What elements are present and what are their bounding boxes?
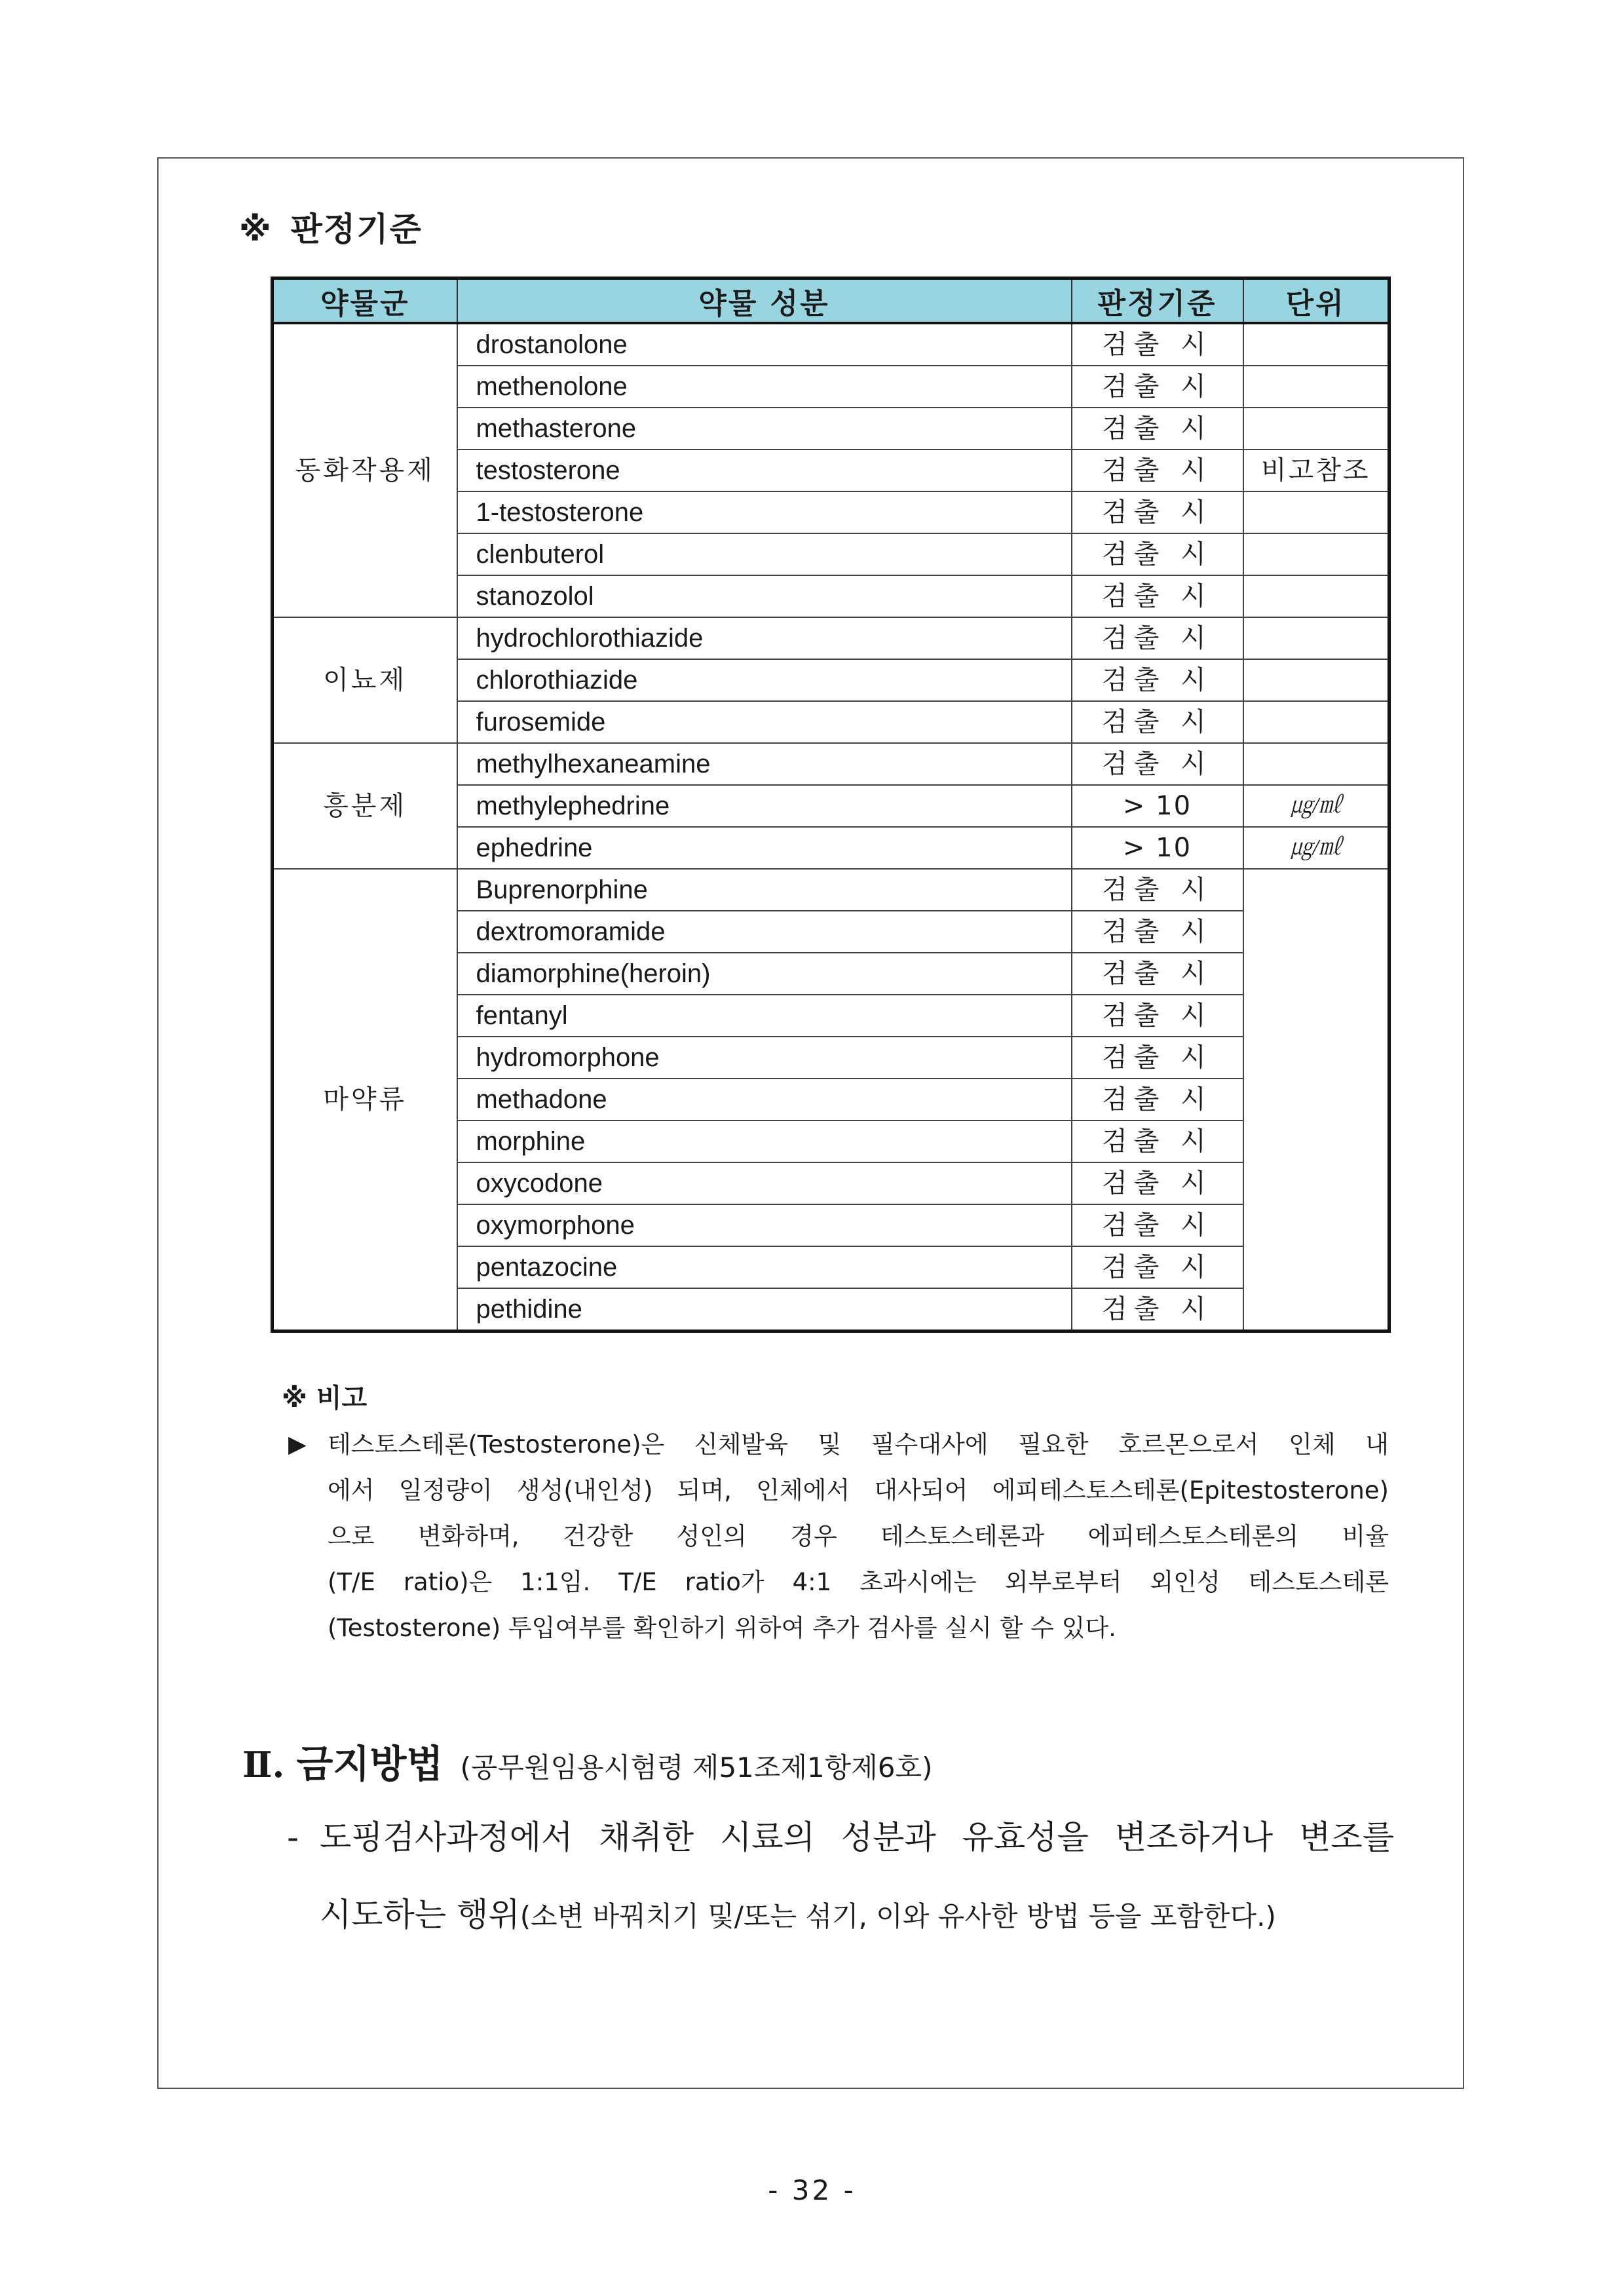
table-row	[273, 869, 1389, 911]
reference-mark-icon: ※	[239, 210, 273, 248]
criterion-cell: 검출 시	[1072, 659, 1243, 701]
unit-cell: 비고참조	[1243, 450, 1389, 491]
table-row	[273, 323, 1389, 366]
criterion-cell: 검출 시	[1072, 995, 1243, 1037]
section2-number: Ⅱ.	[242, 1744, 285, 1786]
criterion-cell: 검출 시	[1072, 1162, 1243, 1204]
drug-cell: methasterone	[457, 408, 1072, 450]
unit-cell	[1243, 408, 1389, 450]
header-unit: 단위	[1243, 278, 1389, 324]
criterion-cell: 검출 시	[1072, 701, 1243, 743]
drug-cell: furosemide	[457, 701, 1072, 743]
criteria-heading	[239, 203, 423, 250]
reference-mark-icon: ※	[282, 1383, 307, 1413]
criterion-cell: > 10	[1072, 827, 1243, 869]
drug-cell: dextromoramide	[457, 911, 1072, 953]
remark-line: (Testosterone) 투입여부를 확인하기 위하여 추가 검사를 실시 할 수 있다.	[328, 1614, 1116, 1642]
group-cell: 마약류	[273, 869, 457, 1331]
criteria-table	[271, 277, 1391, 1333]
criterion-cell: 검출 시	[1072, 575, 1243, 617]
criterion-cell: 검출 시	[1072, 1120, 1243, 1162]
dash-bullet: -	[287, 1818, 299, 1856]
header-criterion: 판정기준	[1072, 278, 1243, 324]
drug-cell: hydrochlorothiazide	[457, 617, 1072, 659]
remark-line: (T/E ratio)은 1:1임. T/E ratio가 4:1 초과시에는 외부로부터 외인성 테스토스테론	[328, 1568, 1389, 1596]
criteria-table-wrapper	[271, 277, 1388, 1333]
unit-cell: ㎍/㎖	[1243, 827, 1389, 869]
drug-cell: drostanolone	[457, 323, 1072, 366]
drug-cell: oxycodone	[457, 1162, 1072, 1204]
drug-cell: clenbuterol	[457, 533, 1072, 575]
section2-title: 금지방법	[296, 1742, 444, 1786]
criterion-cell: 검출 시	[1072, 1246, 1243, 1288]
drug-cell: testosterone	[457, 450, 1072, 491]
drug-cell: methadone	[457, 1079, 1072, 1120]
drug-cell: fentanyl	[457, 995, 1072, 1037]
drug-cell: chlorothiazide	[457, 659, 1072, 701]
criterion-cell: 검출 시	[1072, 366, 1243, 408]
criterion-cell: 검출 시	[1072, 323, 1243, 366]
criterion-cell: 검출 시	[1072, 743, 1243, 785]
drug-cell: methenolone	[457, 366, 1072, 408]
section2-body	[287, 1799, 1394, 1955]
criterion-cell: 검출 시	[1072, 450, 1243, 491]
drug-cell: diamorphine(heroin)	[457, 953, 1072, 995]
drug-cell: pentazocine	[457, 1246, 1072, 1288]
unit-cell	[1243, 869, 1389, 1331]
drug-cell: ephedrine	[457, 827, 1072, 869]
group-cell: 동화작용제	[273, 323, 457, 617]
criterion-cell: 검출 시	[1072, 1204, 1243, 1246]
unit-cell: ㎍/㎖	[1243, 785, 1389, 827]
group-cell: 이뇨제	[273, 617, 457, 743]
header-group: 약물군	[273, 278, 457, 324]
table-header-row	[273, 278, 1389, 324]
remark-line: 으로 변화하며, 건강한 성인의 경우 테스토스테론과 에피테스토스테론의 비율	[328, 1522, 1389, 1550]
criterion-cell: 검출 시	[1072, 533, 1243, 575]
unit-cell	[1243, 659, 1389, 701]
unit-cell	[1243, 366, 1389, 408]
page-number: - 32 -	[768, 2174, 856, 2206]
criterion-cell: 검출 시	[1072, 491, 1243, 533]
remark-title: 비고	[316, 1383, 368, 1413]
section2-heading	[242, 1733, 932, 1788]
header-drug: 약물 성분	[457, 278, 1072, 324]
drug-cell: morphine	[457, 1120, 1072, 1162]
drug-cell: oxymorphone	[457, 1204, 1072, 1246]
unit-cell	[1243, 617, 1389, 659]
drug-cell: 1-testosterone	[457, 491, 1072, 533]
criteria-title: 판정기준	[290, 210, 423, 248]
drug-cell: Buprenorphine	[457, 869, 1072, 911]
table-row	[273, 617, 1389, 659]
unit-cell	[1243, 743, 1389, 785]
drug-cell: stanozolol	[457, 575, 1072, 617]
criterion-cell: 검출 시	[1072, 953, 1243, 995]
unit-cell	[1243, 491, 1389, 533]
unit-cell	[1243, 533, 1389, 575]
section2-line	[320, 1876, 1394, 1955]
drug-cell: methylhexaneamine	[457, 743, 1072, 785]
drug-cell: hydromorphone	[457, 1037, 1072, 1079]
criterion-cell: 검출 시	[1072, 911, 1243, 953]
table-row	[273, 743, 1389, 785]
section2-line: 도핑검사과정에서 채취한 시료의 성분과 유효성을 변조하거나 변조를	[320, 1818, 1394, 1856]
criterion-cell: 검출 시	[1072, 1288, 1243, 1331]
unit-cell	[1243, 701, 1389, 743]
section2-line2-note: (소변 바꿔치기 및/또는 섞기, 이와 유사한 방법 등을 포함한다.)	[519, 1900, 1276, 1932]
criterion-cell: 검출 시	[1072, 617, 1243, 659]
unit-cell	[1243, 575, 1389, 617]
section2-line2-main: 시도하는 행위	[320, 1896, 520, 1934]
section2-reference: (공무원임용시험령 제51조제1항제6호)	[460, 1751, 933, 1784]
remark-heading	[282, 1377, 367, 1415]
triangle-bullet-icon: ▶	[288, 1431, 307, 1458]
remark-line: 테스토스테론(Testosterone)은 신체발육 및 필수대사에 필요한 호르몬으로서 인체 내	[328, 1430, 1389, 1459]
group-cell: 흥분제	[273, 743, 457, 869]
drug-cell: pethidine	[457, 1288, 1072, 1331]
drug-cell: methylephedrine	[457, 785, 1072, 827]
criterion-cell: 검출 시	[1072, 1037, 1243, 1079]
criterion-cell: > 10	[1072, 785, 1243, 827]
remark-body	[288, 1422, 1389, 1651]
criterion-cell: 검출 시	[1072, 1079, 1243, 1120]
criterion-cell: 검출 시	[1072, 408, 1243, 450]
remark-line: 에서 일정량이 생성(내인성) 되며, 인체에서 대사되어 에피테스토스테론(Epitestosterone)	[328, 1476, 1389, 1504]
unit-cell	[1243, 323, 1389, 366]
criterion-cell: 검출 시	[1072, 869, 1243, 911]
